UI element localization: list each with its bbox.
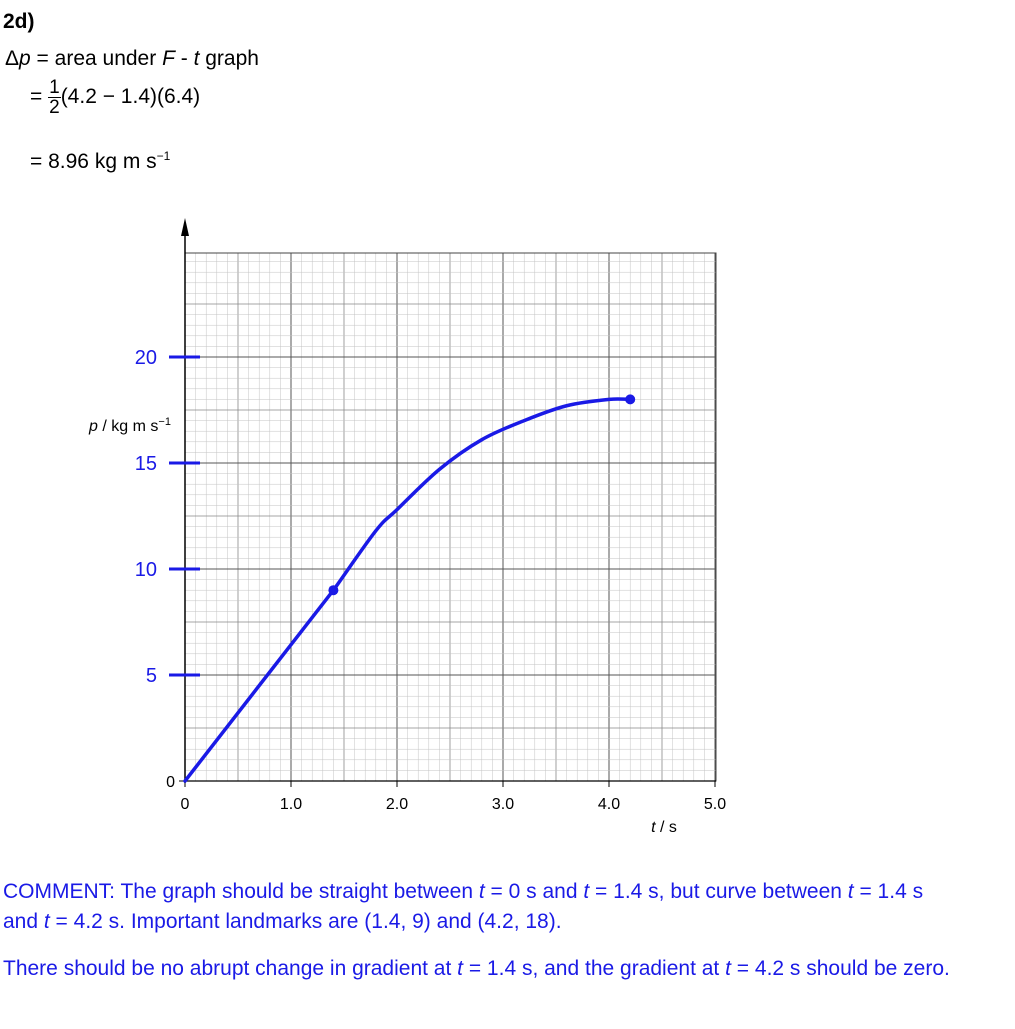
y-axis-arrow: [181, 218, 189, 236]
question-heading: 2d): [3, 10, 35, 33]
x-tick-label-5.0: 5.0: [703, 796, 727, 813]
y-tick-label-10: 10: [134, 559, 157, 581]
working-line-3: = 8.96 kg m $s^{-1}$: [30, 149, 171, 173]
y-tick-label-0: 0: [166, 774, 175, 791]
x-axis-label: t / s: [651, 819, 677, 836]
x-tick-label-4.0: 4.0: [597, 796, 621, 813]
comment-line-3: There should be no abrupt change in gradient at t = 1.4 s, and the gradient at t = 4.2 s should be zero.: [3, 957, 950, 980]
x-tick-label-2.0: 2.0: [385, 796, 409, 813]
comment-line-2: and t = 4.2 s. Important landmarks are (1.4, 9) and (4.2, 18).: [3, 910, 562, 933]
y-tick-label-5: 5: [145, 665, 157, 687]
landmark-point-2: [625, 394, 635, 404]
y-axis-label: p / kg m $s^{-1}$: [89, 416, 171, 435]
grid-border: [185, 253, 716, 781]
x-tick-label-0: 0: [180, 796, 190, 813]
x-tick-label-3.0: 3.0: [491, 796, 515, 813]
graph-paper-grid: [185, 253, 716, 781]
axes: [181, 218, 716, 783]
landmark-point-1: [328, 585, 338, 595]
ticks: [135, 347, 726, 813]
y-tick-label-15: 15: [134, 453, 157, 475]
working-line-2: = $\frac{1}{2}$ (4.2 − 1.4)(6.4): [30, 77, 201, 118]
y-tick-label-20: 20: [134, 347, 157, 369]
comment-line-1: COMMENT: The graph should be straight between t = 0 s and t = 1.4 s, but curve between t = 1.4 s: [3, 880, 924, 903]
axis-labels: [88, 416, 677, 836]
working-line-1: Δp = area under F - t graph: [5, 47, 259, 70]
x-tick-label-1.0: 1.0: [279, 796, 303, 813]
fraction-half: $\frac{1}{2}$: [49, 77, 60, 118]
